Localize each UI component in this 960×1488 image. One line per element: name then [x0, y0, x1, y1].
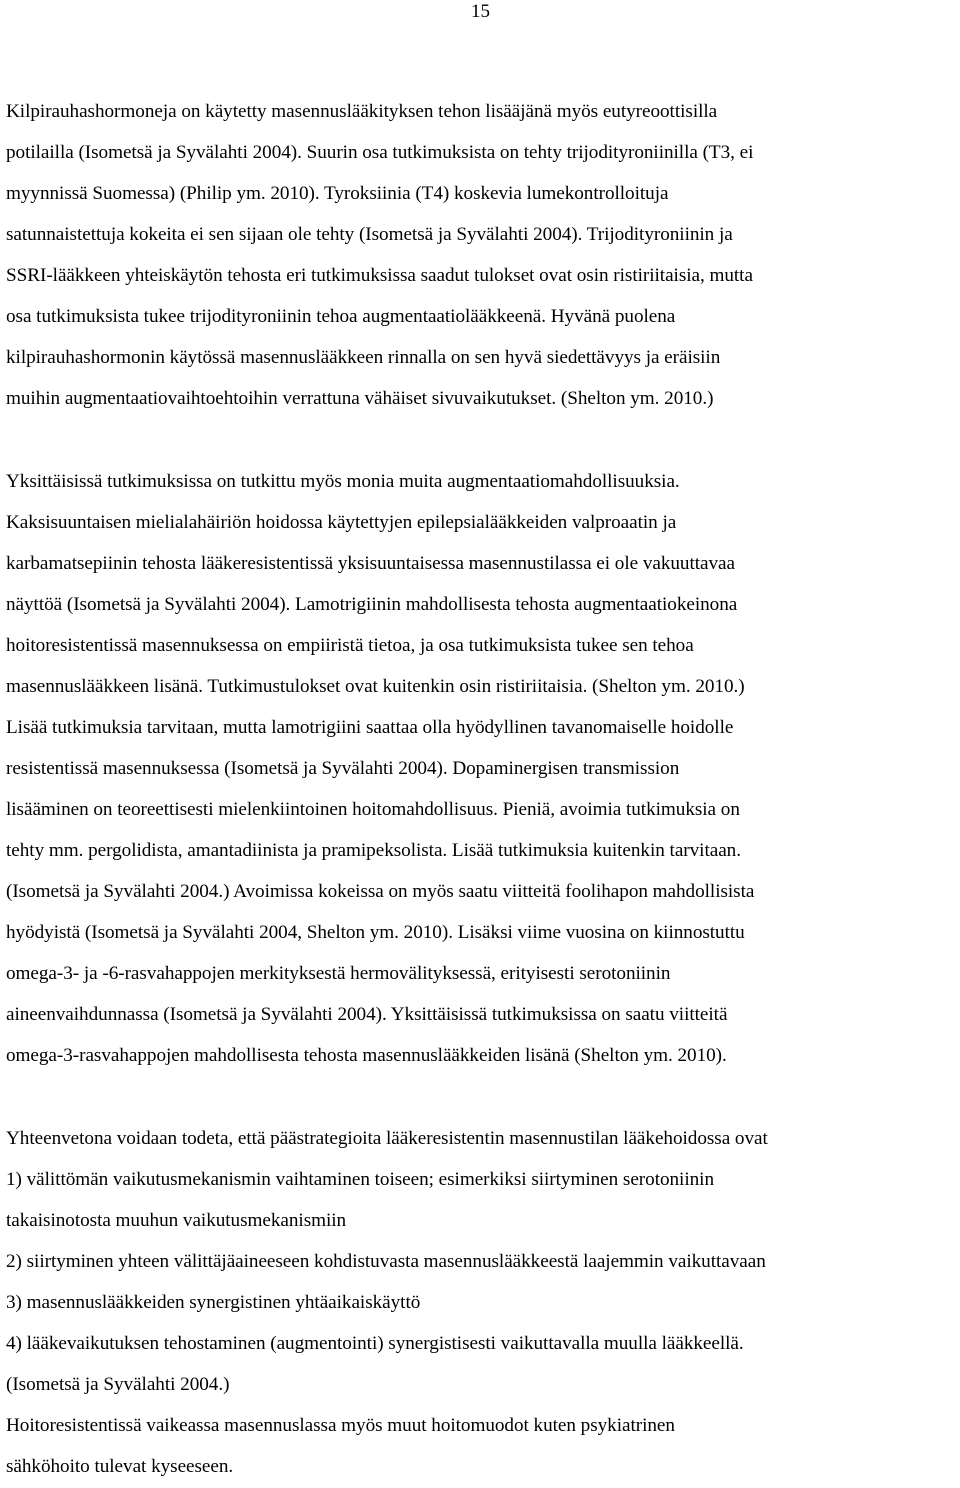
text-line: Yksittäisissä tutkimuksissa on tutkittu myös monia muita augmentaatiomahdollisuuksia. — [6, 471, 680, 492]
text-line: tehty mm. pergolidista, amantadiinista ja pramipeksolista. Lisää tutkimuksia kuitenkin tarvitaan. — [6, 840, 741, 861]
text-line: myynnissä Suomessa) (Philip ym. 2010). Tyroksiinia (T4) koskevia lumekontrolloituja — [6, 183, 669, 204]
text-line: Yhteenvetona voidaan todeta, että päästrategioita lääkeresistentin masennustilan lääkehoidossa ovat — [6, 1128, 768, 1149]
text-line: näyttöä (Isometsä ja Syvälahti 2004). Lamotrigiinin mahdollisesta tehosta augmentaatiokeinona — [6, 594, 738, 615]
text-line: Kaksisuuntaisen mielialahäiriön hoidossa käytettyjen epilepsialääkkeiden valproaatin ja — [6, 512, 677, 533]
text-line: (Isometsä ja Syvälahti 2004.) — [6, 1374, 230, 1395]
text-line: muihin augmentaatiovaihtoehtoihin verrattuna vähäiset sivuvaikutukset. (Shelton ym. 2010.) — [6, 388, 714, 409]
text-line: potilailla (Isometsä ja Syvälahti 2004). Suurin osa tutkimuksista on tehty trijodityroniinilla (T3, ei — [6, 142, 754, 163]
text-line: sähköhoito tulevat kyseeseen. — [6, 1456, 234, 1477]
page-number: 15 — [471, 1, 490, 22]
text-line: takaisinotosta muuhun vaikutusmekanismiin — [6, 1210, 347, 1231]
text-line: Kilpirauhashormoneja on käytetty masennuslääkityksen tehon lisääjänä myös eutyreoottisilla — [6, 101, 718, 122]
text-line: 1) välittömän vaikutusmekanismin vaihtaminen toiseen; esimerkiksi siirtyminen serotoniinin — [6, 1169, 714, 1190]
text-line: 2) siirtyminen yhteen välittäjäaineeseen kohdistuvasta masennuslääkkeestä laajemmin vaikuttavaan — [6, 1251, 766, 1272]
text-line: masennuslääkkeen lisänä. Tutkimustulokset ovat kuitenkin osin ristiriitaisia. (Shelton ym. 2010.) — [6, 676, 745, 697]
text-line: omega-3-rasvahappojen mahdollisesta tehosta masennuslääkkeiden lisänä (Shelton ym. 2010). — [6, 1045, 727, 1066]
text-line: resistentissä masennuksessa (Isometsä ja Syvälahti 2004). Dopaminergisen transmission — [6, 758, 680, 779]
text-line: hoitoresistentissä masennuksessa on empiiristä tietoa, ja osa tutkimuksista tukee sen tehoa — [6, 635, 694, 656]
text-line: Lisää tutkimuksia tarvitaan, mutta lamotrigiini saattaa olla hyödyllinen tavanomaiselle hoidolle — [6, 717, 734, 738]
text-line: osa tutkimuksista tukee trijodityroniinin tehoa augmentaatiolääkkeenä. Hyvänä puolena — [6, 306, 676, 327]
text-line: (Isometsä ja Syvälahti 2004.) Avoimissa kokeissa on myös saatu viitteitä foolihapon mahdollisista — [6, 881, 755, 902]
text-line: hyödyistä (Isometsä ja Syvälahti 2004, Shelton ym. 2010). Lisäksi viime vuosina on kiinnostuttu — [6, 922, 745, 943]
text-line: 3) masennuslääkkeiden synergistinen yhtäaikaiskäyttö — [6, 1292, 421, 1313]
text-line: satunnaistettuja kokeita ei sen sijaan ole tehty (Isometsä ja Syvälahti 2004). Trijodityroniinin ja — [6, 224, 733, 245]
text-line: kilpirauhashormonin käytössä masennuslääkkeen rinnalla on sen hyvä siedettävyys ja eräisiin — [6, 347, 721, 368]
text-line: lisääminen on teoreettisesti mielenkiintoinen hoitomahdollisuus. Pieniä, avoimia tutkimuksia on — [6, 799, 740, 820]
text-line: 4) lääkevaikutuksen tehostaminen (augmentointi) synergistisesti vaikuttavalla muulla lääkkeellä. — [6, 1333, 744, 1354]
text-line: aineenvaihdunnassa (Isometsä ja Syvälahti 2004). Yksittäisissä tutkimuksissa on saatu viitteitä — [6, 1004, 728, 1025]
text-line: SSRI-lääkkeen yhteiskäytön tehosta eri tutkimuksissa saadut tulokset ovat osin ristiriitaisia, mutta — [6, 265, 753, 286]
text-line: omega-3- ja -6-rasvahappojen merkityksestä hermovälityksessä, erityisesti serotoniinin — [6, 963, 671, 984]
text-line: karbamatsepiinin tehosta lääkeresistentissä yksisuuntaisessa masennustilassa ei ole vakuuttavaa — [6, 553, 735, 574]
text-line: Hoitoresistentissä vaikeassa masennuslassa myös muut hoitomuodot kuten psykiatrinen — [6, 1415, 675, 1436]
